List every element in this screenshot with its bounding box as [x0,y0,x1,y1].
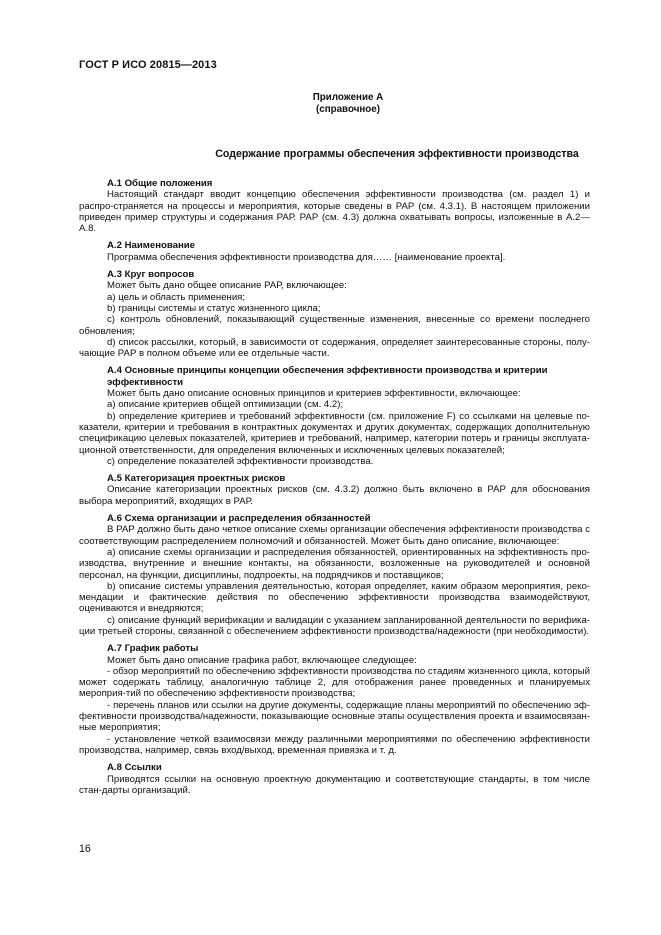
section-title: А.7 График работы [107,643,199,655]
list-item: a) описание схемы организации и распределения обязанностей, ориентированных на эффективность про-изводства, внутренние и внешние контакты, на обязанности, возложенные на руководителей и основной персонал, на функции, дисциплины, подпроекты, на подрядчиков и поставщиков; [79,546,590,581]
list-item: c) определение показателей эффективности производства. [107,455,374,467]
section-paragraph: В РАР должно быть дано четкое описание схемы организации обеспечения эффективности производства с соответствующим распределением полномочий и обязанностей. Может быть дано описание, включающее: [79,524,590,547]
section-paragraph: Программа обеспечения эффективности производства для…… [наименование проекта]. [107,251,506,263]
list-item: c) описание функций верификации и валидации с указанием запланированной деятельности по верифика-ции третьей стороны, связанной с обеспечением эффективности производства/надежности (при необходимости). [79,614,590,637]
document-title: Содержание программы обеспечения эффективности производства [215,148,579,160]
section-title: А.5 Категоризация проектных рисков [107,473,286,485]
section [79,365,590,467]
section-title: А.8 Ссылки [107,762,162,774]
section [79,513,590,637]
section [79,762,590,796]
section [79,269,590,359]
section-title: А.2 Наименование [107,240,195,252]
section-title: А.6 Схема организации и распределения обязанностей [107,513,371,525]
section [79,643,590,756]
list-item: d) список рассылки, который, в зависимости от содержания, определяет заинтересованные стороны, полу-чающие РАР в полном объеме или ее отдельные части. [79,336,590,360]
list-item: b) описание системы управления деятельностью, которая определяет, каким образом мероприятия, реко-мендации и фактические действия по обеспечению эффективности производства взаимодействуют, оцениваются и внедряются; [79,580,590,615]
section-title: А.3 Круг вопросов [107,269,195,281]
list-item: b) определение критериев и требований эффективности (см. приложение F) со ссылками на целевые по-казатели, критерии и требования в контрактных документах и других документах, содержащих дополнительную спецификацию целевых показателей, критериев и требований, например, категории потерь и границы эксплуата-ционной ответственности, для определения включенных и исключенных целевых показателей; [79,410,590,456]
section-paragraph: Может быть дано общее описание РАР, включающее: [107,280,347,292]
section-paragraph: Может быть дано описание основных принципов и критериев эффективности, включающее: [107,388,521,400]
section-paragraph: Может быть дано описание графика работ, включающее следующее: [107,654,417,666]
list-item: a) цель и область применения; [107,291,246,303]
list-item: - установление четкой взаимосвязи между различными мероприятиями по обеспечению эффективности производства, например, связь вход/выход, временная привязка и т. д. [79,733,590,756]
list-item: a) описание критериев общей оптимизации (см. 4.2); [107,399,344,411]
section-title: А.4 Основные принципы концепции обеспечения эффективности производства и критерии эффективности [107,365,548,388]
document-body [79,172,590,796]
document-code: ГОСТ Р ИСО 20815—2013 [79,59,217,71]
section [79,178,590,234]
section-paragraph: Приводятся ссылки на основную проектную документацию и соответствующие стандарты, в том числе стан-дарты организаций. [79,773,590,796]
appendix-heading [300,92,396,116]
appendix-label: Приложение А [312,92,384,103]
list-item: - обзор мероприятий по обеспечению эффективности производства по стадиям жизненного цикла, который может содержать таблицу, аналогичную таблице 2, для отображения ранее проведенных и планируемых мероприя-тий по обеспечению эффективности производства; [79,665,590,700]
page-number: 16 [79,843,91,855]
section [79,473,590,507]
section-title: А.1 Общие положения [107,178,213,189]
list-item: - перечень планов или ссылки на другие документы, содержащие планы мероприятий по обеспечению эф-фективности производства/надежности, показывающие основные этапы осуществления проекта и взаимосвязан-ные мероприятия; [79,699,590,734]
list-item: c) контроль обновлений, показывающий существенные изменения, внесенные со времени последнего обновления; [79,314,590,337]
list-item: b) границы системы и статус жизненного цикла; [107,302,321,314]
appendix-type: (справочное) [316,104,380,115]
section [79,240,590,263]
section-paragraph: Описание категоризации проектных рисков (см. 4.3.2) должно быть включено в РАР для обоснования выбора мероприятий, входящих в РАР. [79,484,590,507]
section-paragraph: Настоящий стандарт вводит концепцию обеспечения эффективности производства (см. раздел 1) и распро-страняется на процессы и мероприятия, которые сведены в РАР (см. 4.3.1). В настоящем приложении приведен пример структуры и содержания РАР. РАР (см. 4.3) должна охватывать вопросы, изложенные в А.2—А.8. [79,189,590,235]
